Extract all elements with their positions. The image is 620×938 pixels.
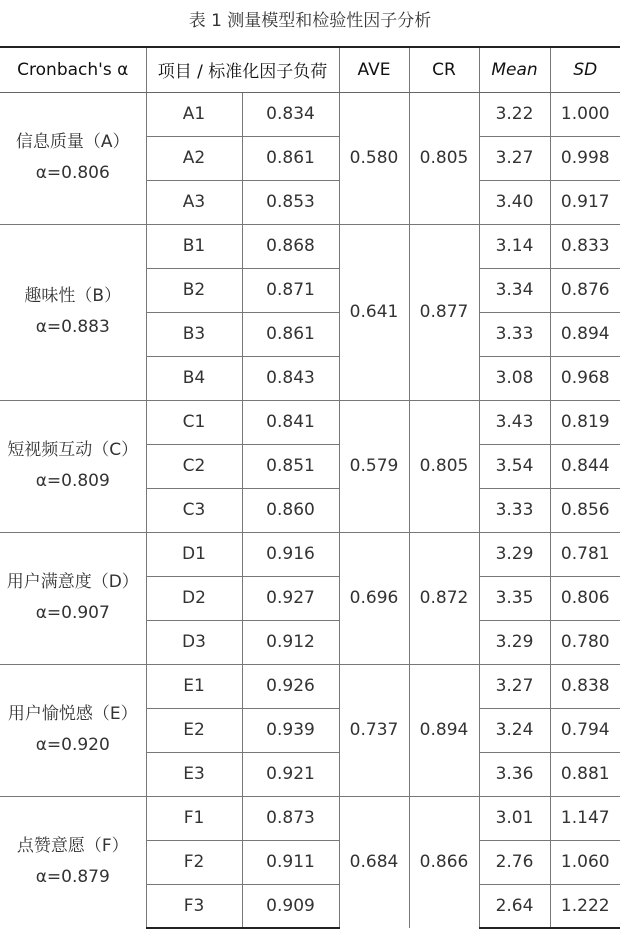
sd-value: 0.819 [550, 400, 620, 444]
header-cr: CR [409, 47, 479, 92]
sd-value: 0.838 [550, 664, 620, 708]
ave-value: 0.696 [339, 532, 409, 664]
cr-value: 0.872 [409, 532, 479, 664]
item-id: D2 [146, 576, 242, 620]
sd-value: 0.856 [550, 488, 620, 532]
sd-value: 1.000 [550, 92, 620, 136]
sd-value: 1.060 [550, 840, 620, 884]
mean-value: 3.33 [479, 488, 550, 532]
sd-value: 1.147 [550, 796, 620, 840]
sd-value: 0.844 [550, 444, 620, 488]
construct-cell [0, 796, 146, 928]
table-row [0, 796, 620, 840]
construct-alpha: α=0.883 [35, 317, 110, 337]
factor-loading: 0.921 [242, 752, 339, 796]
item-id: E1 [146, 664, 242, 708]
item-id: B4 [146, 356, 242, 400]
factor-loading: 0.871 [242, 268, 339, 312]
header-cronbach-alpha: Cronbach's α [0, 47, 146, 92]
construct-alpha: α=0.809 [35, 471, 110, 491]
cr-value: 0.805 [409, 400, 479, 532]
mean-value: 3.40 [479, 180, 550, 224]
mean-value: 3.35 [479, 576, 550, 620]
mean-value: 3.27 [479, 664, 550, 708]
factor-loading: 0.851 [242, 444, 339, 488]
item-id: F2 [146, 840, 242, 884]
ave-value: 0.641 [339, 224, 409, 400]
item-id: C1 [146, 400, 242, 444]
factor-loading: 0.860 [242, 488, 339, 532]
item-id: B1 [146, 224, 242, 268]
factor-loading: 0.911 [242, 840, 339, 884]
sd-value: 0.894 [550, 312, 620, 356]
header-item-loading: 项目 / 标准化因子负荷 [146, 47, 339, 92]
factor-loading: 0.916 [242, 532, 339, 576]
factor-loading: 0.841 [242, 400, 339, 444]
cr-value: 0.877 [409, 224, 479, 400]
mean-value: 3.43 [479, 400, 550, 444]
cr-value: 0.894 [409, 664, 479, 796]
table-row [0, 532, 620, 576]
sd-value: 0.780 [550, 620, 620, 664]
mean-value: 3.34 [479, 268, 550, 312]
factor-loading: 0.939 [242, 708, 339, 752]
factor-loading: 0.909 [242, 884, 339, 928]
item-id: F1 [146, 796, 242, 840]
mean-value: 2.76 [479, 840, 550, 884]
sd-value: 0.968 [550, 356, 620, 400]
sd-value: 0.917 [550, 180, 620, 224]
factor-loading: 0.861 [242, 136, 339, 180]
factor-loading: 0.927 [242, 576, 339, 620]
item-id: C3 [146, 488, 242, 532]
sd-value: 0.794 [550, 708, 620, 752]
mean-value: 3.24 [479, 708, 550, 752]
ave-value: 0.579 [339, 400, 409, 532]
factor-loading: 0.873 [242, 796, 339, 840]
mean-value: 3.33 [479, 312, 550, 356]
factor-loading: 0.912 [242, 620, 339, 664]
table-row [0, 224, 620, 268]
mean-value: 3.08 [479, 356, 550, 400]
factor-loading: 0.843 [242, 356, 339, 400]
mean-value: 3.36 [479, 752, 550, 796]
ave-value: 0.737 [339, 664, 409, 796]
item-id: F3 [146, 884, 242, 928]
cr-value: 0.866 [409, 796, 479, 928]
construct-name: 信息质量（A） [15, 132, 130, 152]
sd-value: 0.806 [550, 576, 620, 620]
construct-alpha: α=0.879 [35, 867, 110, 888]
item-id: D1 [146, 532, 242, 576]
sd-value: 0.876 [550, 268, 620, 312]
sd-value: 0.781 [550, 532, 620, 576]
factor-loading: 0.834 [242, 92, 339, 136]
table-caption: 表 1 测量模型和检验性因子分析 [188, 11, 432, 31]
construct-alpha: α=0.920 [35, 735, 110, 755]
header-sd: SD [550, 47, 620, 92]
table-row [0, 664, 620, 708]
construct-name: 点赞意愿（F） [16, 836, 129, 857]
construct-cell [0, 400, 146, 532]
construct-cell [0, 532, 146, 664]
ave-value: 0.580 [339, 92, 409, 224]
construct-cell [0, 664, 146, 796]
sd-value: 0.998 [550, 136, 620, 180]
sd-value: 1.222 [550, 884, 620, 928]
sd-value: 0.833 [550, 224, 620, 268]
table-header [0, 47, 620, 92]
factor-loading: 0.868 [242, 224, 339, 268]
mean-value: 2.64 [479, 884, 550, 928]
item-id: D3 [146, 620, 242, 664]
construct-alpha: α=0.806 [35, 163, 110, 183]
header-ave: AVE [339, 47, 409, 92]
mean-value: 3.22 [479, 92, 550, 136]
mean-value: 3.29 [479, 620, 550, 664]
item-id: E2 [146, 708, 242, 752]
mean-value: 3.54 [479, 444, 550, 488]
item-id: A3 [146, 180, 242, 224]
construct-name: 趣味性（B） [24, 286, 122, 306]
mean-value: 3.01 [479, 796, 550, 840]
construct-alpha: α=0.907 [35, 603, 110, 623]
table-row [0, 92, 620, 136]
construct-name: 短视频互动（C） [7, 440, 139, 460]
factor-loading: 0.861 [242, 312, 339, 356]
cr-value: 0.805 [409, 92, 479, 224]
item-id: A1 [146, 92, 242, 136]
mean-value: 3.27 [479, 136, 550, 180]
construct-cell [0, 92, 146, 224]
factor-loading: 0.853 [242, 180, 339, 224]
construct-cell [0, 224, 146, 400]
construct-name: 用户愉悦感（E） [7, 704, 138, 724]
measurement-model-table [0, 46, 620, 929]
factor-loading: 0.926 [242, 664, 339, 708]
header-row [0, 47, 620, 92]
header-mean: Mean [479, 47, 550, 92]
construct-name: 用户满意度（D） [6, 572, 139, 592]
mean-value: 3.14 [479, 224, 550, 268]
item-id: C2 [146, 444, 242, 488]
sd-value: 0.881 [550, 752, 620, 796]
item-id: E3 [146, 752, 242, 796]
table-row [0, 400, 620, 444]
ave-value: 0.684 [339, 796, 409, 928]
item-id: B3 [146, 312, 242, 356]
mean-value: 3.29 [479, 532, 550, 576]
item-id: B2 [146, 268, 242, 312]
table-body [0, 92, 620, 928]
item-id: A2 [146, 136, 242, 180]
